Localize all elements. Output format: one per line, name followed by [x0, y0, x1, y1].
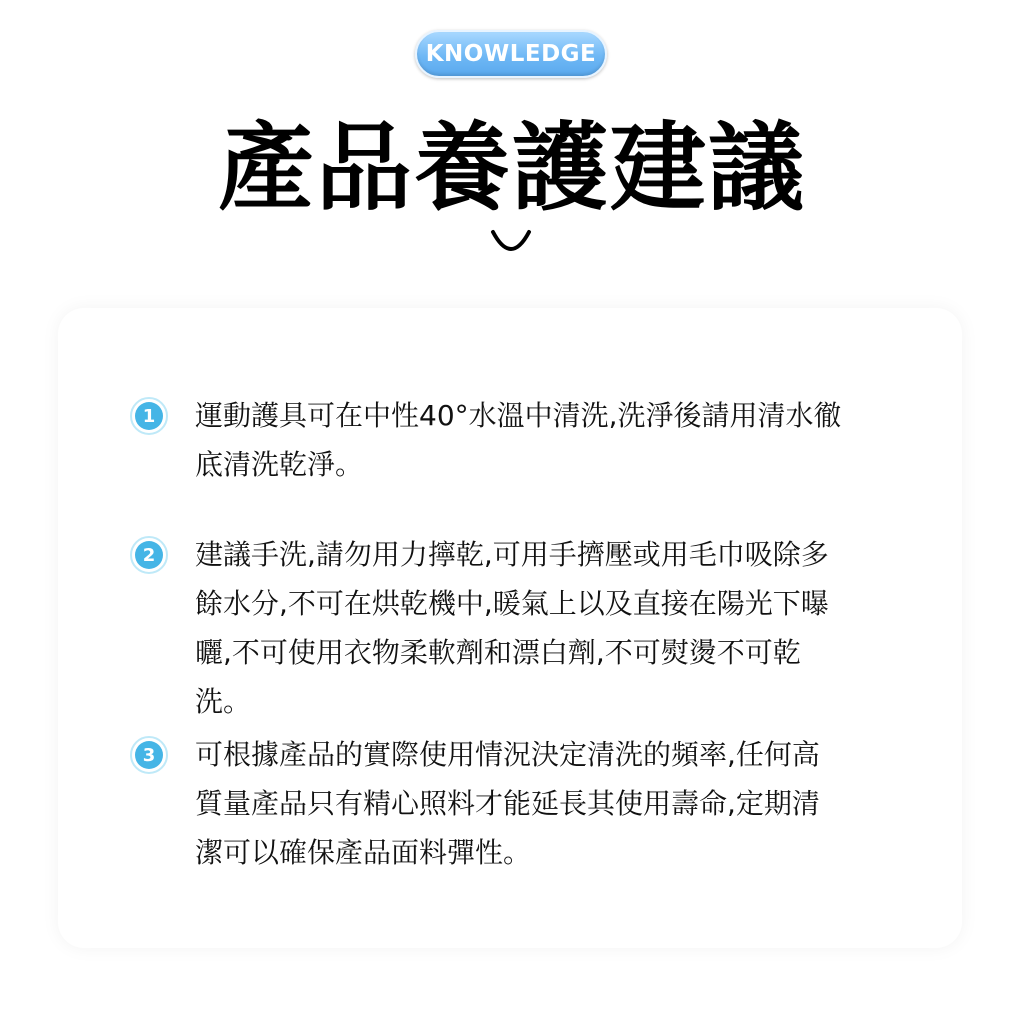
smile-curve-icon [489, 226, 533, 256]
knowledge-badge [415, 30, 607, 78]
number-badge [130, 536, 168, 574]
tip-text: 可根據產品的實際使用情況決定清洗的頻率,任何高 質量產品只有精心照料才能延長其使用壽命,定期清 潔可以確保產品面料彈性。 [195, 738, 820, 869]
number-badge-label: 3 [135, 741, 163, 769]
number-badge-label: 2 [135, 541, 163, 569]
number-badge [130, 736, 168, 774]
page-title: 產品養護建議 [218, 112, 806, 224]
number-badge-label: 1 [135, 402, 163, 430]
tip-text: 建議手洗,請勿用力擰乾,可用手擠壓或用毛巾吸除多 餘水分,不可在烘乾機中,暖氣上以及直接在陽光下曝 曬,不可使用衣物柔軟劑和漂白劑,不可熨燙不可乾 洗。 [195, 538, 829, 718]
tip-text: 運動護具可在中性40°水溫中清洗,洗淨後請用清水徹 底清洗乾淨。 [195, 399, 842, 481]
knowledge-badge-label: KNOWLEDGE [425, 41, 597, 67]
number-badge [130, 397, 168, 435]
